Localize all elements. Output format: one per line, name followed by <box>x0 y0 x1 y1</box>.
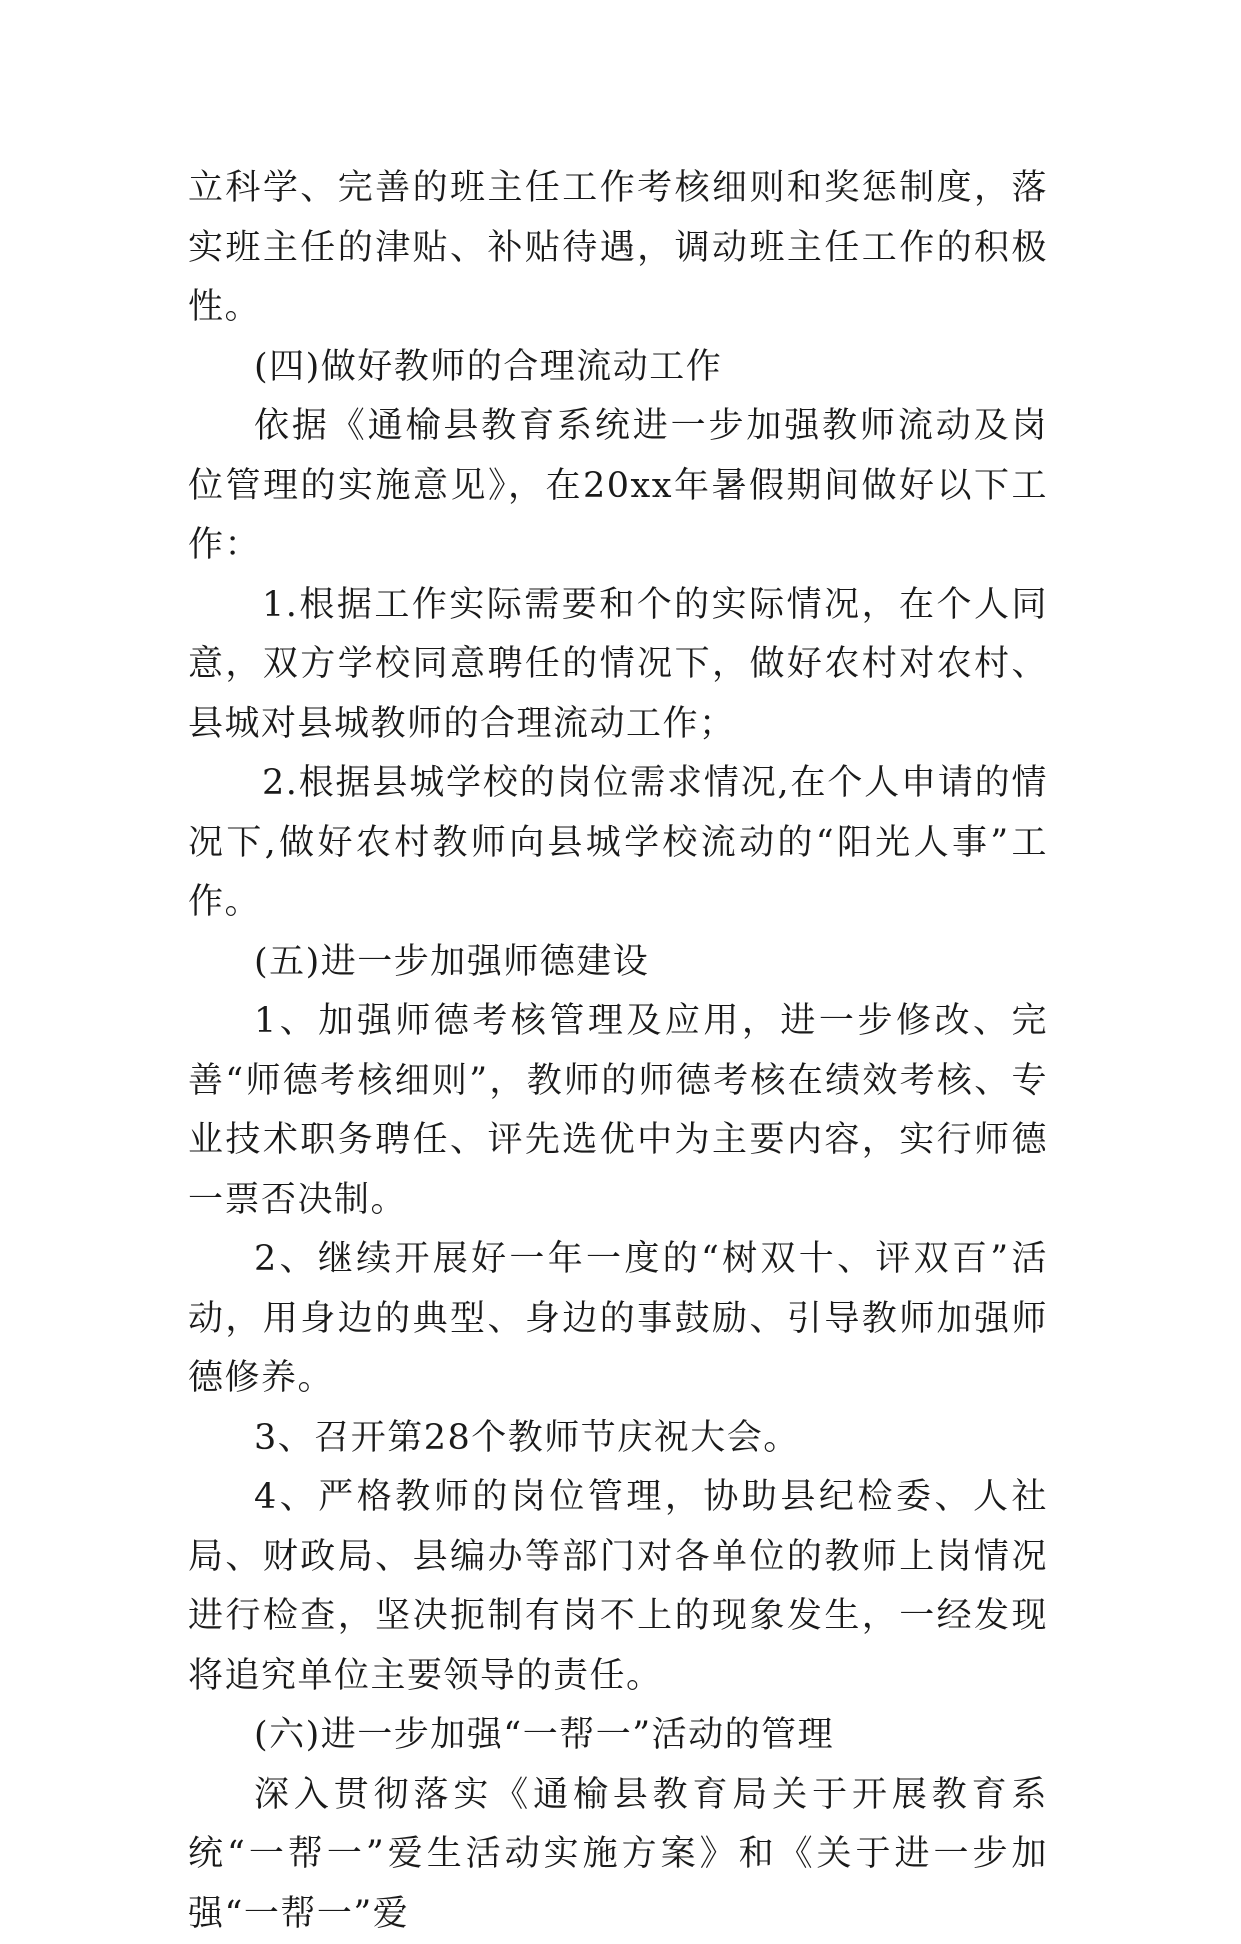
list-item: 2、继续开展好一年一度的“树双十、评双百”活动，用身边的典型、身边的事鼓励、引导教师加强师德修养。 <box>188 1230 1048 1409</box>
list-item: 1.根据工作实际需要和个的实际情况，在个人同意，双方学校同意聘任的情况下，做好农村对农村、县城对县城教师的合理流动工作； <box>188 576 1048 755</box>
list-item: 2.根据县城学校的岗位需求情况,在个人申请的情况下,做好农村教师向县城学校流动的“阳光人事”工作。 <box>188 754 1048 933</box>
section-heading-6: (六)进一步加强“一帮一”活动的管理 <box>188 1706 1048 1766</box>
document-body <box>188 159 1048 1944</box>
list-item: 4、严格教师的岗位管理，协助县纪检委、人社局、财政局、县编办等部门对各单位的教师上岗情况进行检查，坚决扼制有岗不上的现象发生，一经发现将追究单位主要领导的责任。 <box>188 1468 1048 1706</box>
section-heading-5: (五)进一步加强师德建设 <box>188 933 1048 993</box>
list-item: 3、召开第28个教师节庆祝大会。 <box>188 1409 1048 1469</box>
paragraph-continuation: 立科学、完善的班主任工作考核细则和奖惩制度，落实班主任的津贴、补贴待遇，调动班主任工作的积极性。 <box>188 159 1048 338</box>
list-item: 1、加强师德考核管理及应用，进一步修改、完善“师德考核细则”，教师的师德考核在绩效考核、专业技术职务聘任、评先选优中为主要内容，实行师德一票否决制。 <box>188 992 1048 1230</box>
paragraph: 依据《通榆县教育系统进一步加强教师流动及岗位管理的实施意见》，在20xx年暑假期间做好以下工作： <box>188 397 1048 576</box>
section-heading-4: (四)做好教师的合理流动工作 <box>188 338 1048 398</box>
paragraph: 深入贯彻落实《通榆县教育局关于开展教育系统“一帮一”爱生活动实施方案》和《关于进一步加强“一帮一”爱 <box>188 1766 1048 1944</box>
